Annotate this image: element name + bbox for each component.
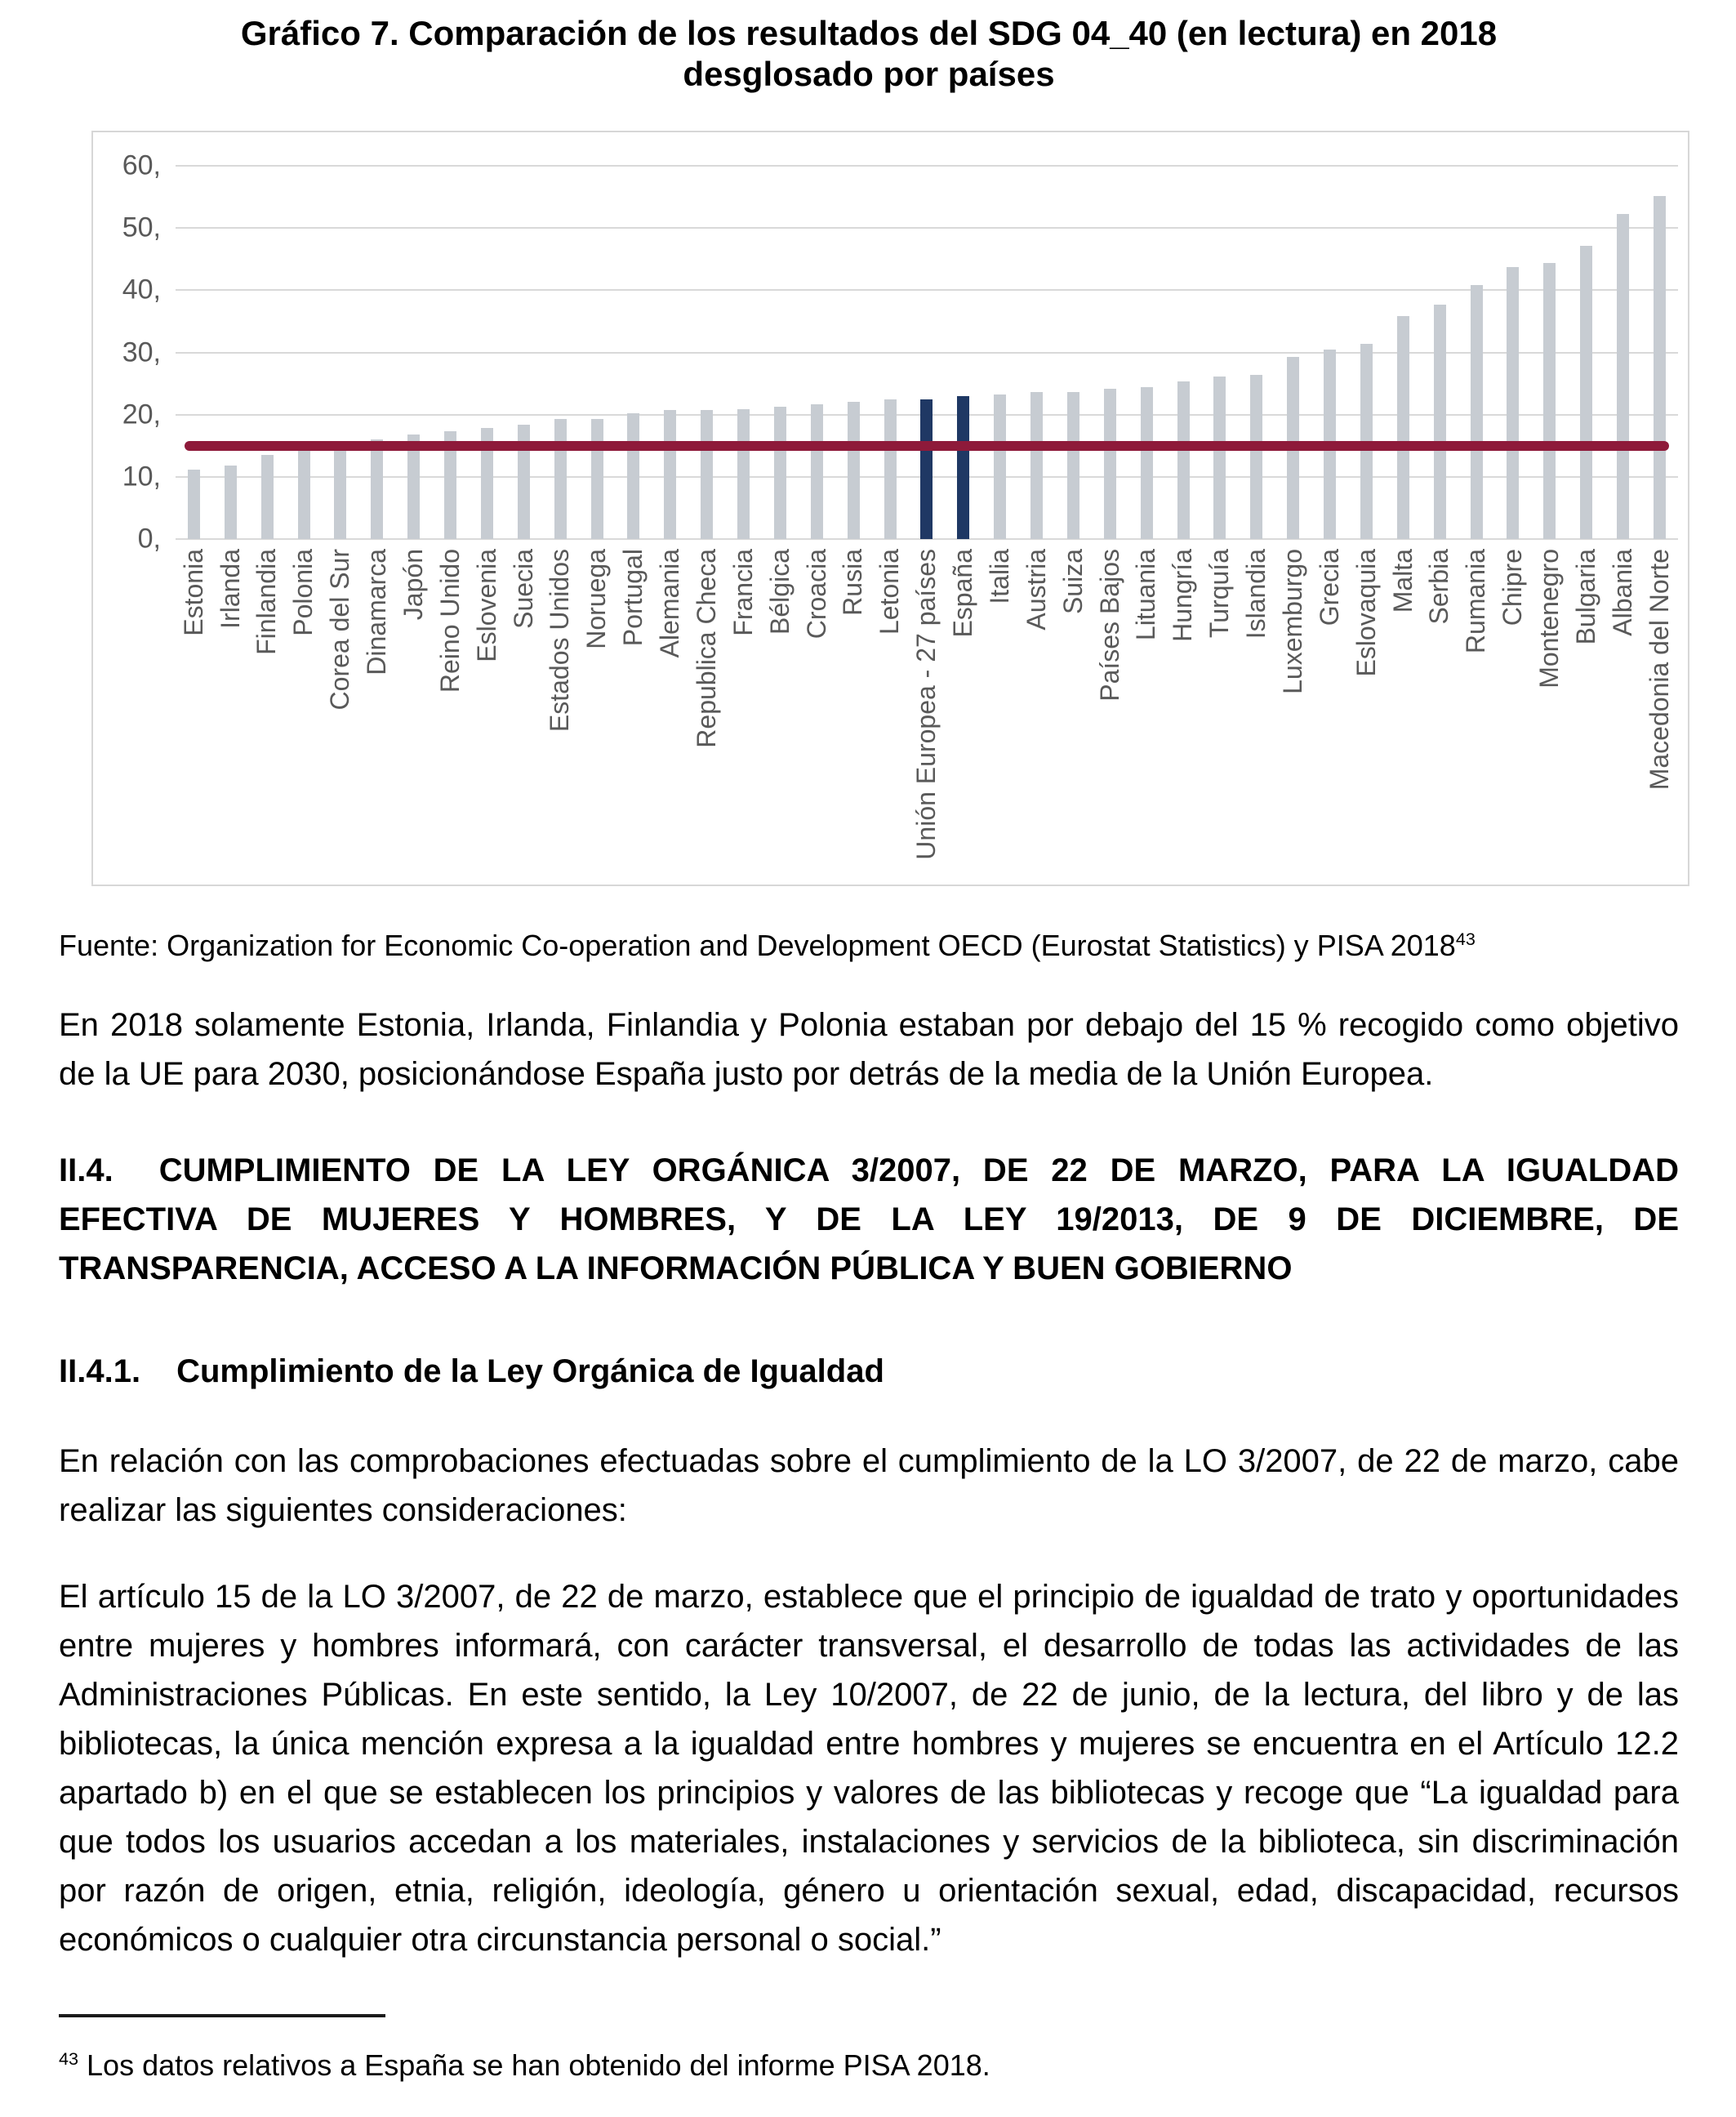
- x-label-area: [1023, 539, 1051, 885]
- x-axis-label: Reino Unido: [434, 549, 465, 693]
- bar: [1104, 389, 1116, 539]
- x-axis-label: Eslovenia: [471, 549, 501, 662]
- bar-area: [1238, 166, 1275, 539]
- x-axis-label: Rumania: [1461, 549, 1491, 654]
- source-text: Fuente: Organization for Economic Co-operation and Development OECD (Eurostat Statistics) y PISA 2018: [59, 929, 1456, 962]
- bar-area: [432, 166, 469, 539]
- bar-area: [616, 166, 652, 539]
- category-column: [1311, 166, 1348, 885]
- footnote-separator-rule: [59, 2014, 385, 2017]
- x-axis-label: Grecia: [1314, 549, 1344, 626]
- x-axis-label: Estados Unidos: [545, 549, 575, 733]
- x-axis-label: Polonia: [288, 549, 318, 636]
- x-label-area: [950, 539, 977, 885]
- bar-area: [945, 166, 982, 539]
- x-axis-label: Lituania: [1131, 549, 1161, 641]
- bar: [1543, 263, 1556, 539]
- x-axis-label: Italia: [984, 549, 1014, 604]
- paragraph-article-15: El artículo 15 de la LO 3/2007, de 22 de marzo, establece que el principio de igualdad de trato y oportunidades entre mujeres y hombres informará, con carácter transversal, el desarrollo de todas las actividades de las Administraciones Públicas. En este sentido, la Ley 10/2007, de 22 de junio, de la lectura, del libro y de las bibliotecas, la única mención expresa a la igualdad entre hombres y mujeres se encuentra en el Artículo 12.2 apartado b) en el que se establecen los principios y valores de las bibliotecas y recoge que “La igualdad para que todos los usuarios accedan a los materiales, instalaciones y servicios de la biblioteca, sin discriminación por razón de origen, etnia, religión, ideología, género u orientación sexual, edad, discapacidad, recursos económicos o cualquier otra circunstancia personal o social.”: [59, 1579, 1679, 1958]
- bar-area: [835, 166, 872, 539]
- x-label-area: [1462, 539, 1490, 885]
- paragraph-considerations: En relación con las comprobaciones efectuadas sobre el cumplimiento de la LO 3/2007, de 22 de marzo, cabe realizar las siguientes consideraciones:: [59, 1443, 1679, 1528]
- x-label-area: [327, 539, 354, 885]
- heading-II-4-text: CUMPLIMIENTO DE LA LEY ORGÁNICA 3/2007, DE 22 DE MARZO, PARA LA IGUALDAD EFECTIVA DE MUJERES Y HOMBRES, Y DE LA LEY 19/2013, DE 9 DE DICIEMBRE, DE TRANSPARENCIA, ACCESO A LA INFORMACIÓN PÚBLICA Y BUEN GOBIERNO: [59, 1152, 1679, 1286]
- category-column: [286, 166, 323, 885]
- x-axis-label: Letonia: [875, 549, 905, 635]
- bar: [1507, 267, 1519, 539]
- heading-II-4: [59, 1146, 1679, 1293]
- bar-area: [505, 166, 542, 539]
- bar-area: [982, 166, 1018, 539]
- bar: [1141, 387, 1153, 539]
- x-label-area: [400, 539, 428, 885]
- category-column: [1641, 166, 1678, 885]
- x-axis-label: Francia: [728, 549, 758, 636]
- bar-area: [1348, 166, 1385, 539]
- bar: [225, 466, 237, 539]
- bar: [1177, 381, 1190, 539]
- footnote-number: 43: [59, 2048, 79, 2069]
- x-label-area: [657, 539, 684, 885]
- bar-area: [1165, 166, 1202, 539]
- bar: [664, 410, 676, 539]
- x-label-area: [180, 539, 208, 885]
- heading-II-4-number: II.4.: [59, 1152, 114, 1188]
- bar-area: [1018, 166, 1055, 539]
- category-column: [835, 166, 872, 885]
- x-label-area: [986, 539, 1014, 885]
- category-column: [872, 166, 909, 885]
- category-column: [616, 166, 652, 885]
- x-axis-label: Suiza: [1057, 549, 1088, 615]
- chart-plot-area: [122, 149, 1678, 860]
- bar: [554, 419, 567, 539]
- x-label-area: [217, 539, 245, 885]
- x-axis-label: Montenegro: [1534, 549, 1565, 689]
- x-axis-label: Hungría: [1168, 549, 1198, 642]
- x-axis-label: Chipre: [1498, 549, 1528, 626]
- bar-area: [323, 166, 359, 539]
- bar: [1471, 285, 1483, 539]
- bar: [1030, 392, 1043, 539]
- x-label-area: [1536, 539, 1564, 885]
- x-label-area: [1057, 539, 1088, 885]
- bar-area: [395, 166, 432, 539]
- bar: [957, 396, 969, 539]
- bar-area: [652, 166, 688, 539]
- x-label-area: [913, 539, 941, 885]
- bar-area: [1092, 166, 1128, 539]
- x-axis-label: Serbia: [1424, 549, 1454, 625]
- bar-area: [1605, 166, 1641, 539]
- x-label-area: [1316, 539, 1344, 885]
- bar: [298, 448, 310, 539]
- x-label-area: [1570, 539, 1600, 885]
- category-column: [176, 166, 212, 885]
- category-column: [1348, 166, 1385, 885]
- category-column: [1128, 166, 1165, 885]
- bar-area: [1458, 166, 1495, 539]
- category-column: [1458, 166, 1495, 885]
- footnote-text-line: [59, 2048, 990, 2083]
- bar-area: [1495, 166, 1532, 539]
- y-axis-tick-label: 0,: [137, 523, 161, 555]
- x-label-area: [434, 539, 465, 885]
- bar-area: [1055, 166, 1092, 539]
- bar: [774, 407, 786, 539]
- x-label-area: [1243, 539, 1271, 885]
- heading-II-4-1-number: II.4.1.: [59, 1353, 141, 1389]
- x-label-area: [471, 539, 501, 885]
- bar: [994, 394, 1006, 539]
- x-axis-label: Turquía: [1204, 549, 1235, 639]
- x-label-area: [1169, 539, 1197, 885]
- bar-area: [1385, 166, 1422, 539]
- bar-area: [909, 166, 946, 539]
- x-label-area: [620, 539, 648, 885]
- y-axis-tick-label: 40,: [122, 274, 161, 305]
- category-column: [982, 166, 1018, 885]
- bar-area: [1311, 166, 1348, 539]
- bar: [627, 413, 639, 539]
- bar: [591, 419, 603, 539]
- category-column: [1018, 166, 1055, 885]
- x-axis-label: Alemania: [655, 549, 685, 658]
- chart-title-line-2: desglosado por países: [683, 55, 1055, 93]
- heading-II-4-1: [59, 1347, 1679, 1396]
- x-label-area: [510, 539, 538, 885]
- x-axis-label: Noruega: [581, 549, 612, 649]
- category-column: [542, 166, 579, 885]
- bar: [920, 399, 933, 539]
- category-column: [909, 166, 946, 885]
- chart-title-line-1: Gráfico 7. Comparación de los resultados del SDG 04_40 (en lectura) en 2018: [240, 14, 1498, 52]
- category-column: [505, 166, 542, 885]
- category-column: [469, 166, 505, 885]
- bar: [737, 409, 750, 539]
- category-column: [1422, 166, 1458, 885]
- bar-area: [1641, 166, 1678, 539]
- source-footnote-ref: 43: [1455, 929, 1476, 949]
- bar: [1580, 246, 1592, 539]
- paragraph-chart-summary: En 2018 solamente Estonia, Irlanda, Finlandia y Polonia estaban por debajo del 15 % recogido como objetivo de la UE para 2030, posicionándose España justo por detrás de la media de la Unión Europea.: [59, 1007, 1679, 1092]
- bar-chart: [91, 131, 1689, 886]
- bar: [371, 439, 383, 539]
- x-axis-label: Japón: [398, 549, 428, 621]
- bar: [1067, 392, 1079, 539]
- bar-area: [799, 166, 835, 539]
- x-label-area: [1426, 539, 1453, 885]
- bar-area: [1531, 166, 1568, 539]
- bar: [1434, 305, 1446, 539]
- x-axis-label: Macedonia del Norte: [1644, 549, 1674, 791]
- y-axis-tick-label: 50,: [122, 212, 161, 243]
- chart-title: [59, 13, 1679, 95]
- bar-area: [1128, 166, 1165, 539]
- x-label-area: [1094, 539, 1124, 885]
- x-axis-label: Dinamarca: [362, 549, 392, 675]
- x-axis-label: Republica Checa: [691, 549, 721, 748]
- x-axis-label: Austria: [1021, 549, 1051, 631]
- bar-area: [176, 166, 212, 539]
- category-column: [395, 166, 432, 885]
- bar-area: [1202, 166, 1239, 539]
- x-label-area: [583, 539, 611, 885]
- bar: [848, 402, 860, 539]
- bar: [1654, 196, 1666, 539]
- bar: [884, 399, 897, 539]
- x-label-area: [1499, 539, 1527, 885]
- category-column: [323, 166, 359, 885]
- footnote: [59, 2014, 990, 2083]
- x-axis-label: Portugal: [618, 549, 648, 647]
- x-label-area: [1387, 539, 1418, 885]
- bar-area: [688, 166, 725, 539]
- x-axis-label: Bélgica: [764, 549, 795, 635]
- y-axis-tick-label: 60,: [122, 149, 161, 181]
- bar-area: [542, 166, 579, 539]
- y-axis-tick-label: 20,: [122, 399, 161, 430]
- source-line: [59, 929, 1679, 963]
- x-axis-label: Estonia: [178, 549, 208, 636]
- bar: [1397, 316, 1409, 539]
- x-label-area: [1353, 539, 1381, 885]
- bar-area: [358, 166, 395, 539]
- x-axis-label: Eslovaquia: [1351, 549, 1381, 677]
- bar-area: [1568, 166, 1605, 539]
- category-column: [1092, 166, 1128, 885]
- x-axis-label: Luxemburgo: [1277, 549, 1307, 694]
- category-column: [688, 166, 725, 885]
- category-column: [799, 166, 835, 885]
- x-label-area: [764, 539, 795, 885]
- bar-area: [579, 166, 616, 539]
- bar-area: [286, 166, 323, 539]
- category-column: [1495, 166, 1532, 885]
- x-label-area: [363, 539, 391, 885]
- bar: [334, 445, 346, 539]
- x-axis-label: Rusia: [838, 549, 868, 616]
- category-column: [1275, 166, 1311, 885]
- bar-area: [469, 166, 505, 539]
- category-column: [1385, 166, 1422, 885]
- x-label-area: [1646, 539, 1674, 885]
- x-axis-label: Unión Europea - 27 países: [911, 549, 941, 860]
- category-column: [432, 166, 469, 885]
- category-column: [1605, 166, 1641, 885]
- category-column: [725, 166, 762, 885]
- x-axis-label: Islandia: [1241, 549, 1271, 640]
- x-axis-label: Suecia: [508, 549, 538, 629]
- category-column: [652, 166, 688, 885]
- bar: [701, 410, 713, 539]
- category-column: [249, 166, 286, 885]
- category-column: [1055, 166, 1092, 885]
- bar-area: [1275, 166, 1311, 539]
- bars-row: [176, 166, 1678, 885]
- x-axis-label: Malta: [1387, 549, 1418, 613]
- x-axis-label: Croacia: [801, 549, 831, 640]
- target-line: [185, 441, 1668, 451]
- bar-area: [762, 166, 799, 539]
- bar-area: [212, 166, 249, 539]
- x-axis-label: Países Bajos: [1094, 549, 1124, 702]
- x-axis-label: Corea del Sur: [325, 549, 355, 711]
- bar-area: [725, 166, 762, 539]
- x-label-area: [1133, 539, 1160, 885]
- x-label-area: [1206, 539, 1234, 885]
- bar: [1250, 375, 1262, 539]
- y-axis-tick-label: 30,: [122, 336, 161, 368]
- bar-area: [249, 166, 286, 539]
- category-column: [1238, 166, 1275, 885]
- category-column: [762, 166, 799, 885]
- category-column: [1531, 166, 1568, 885]
- x-axis-label: Irlanda: [215, 549, 245, 629]
- heading-II-4-1-text: Cumplimiento de la Ley Orgánica de Igualdad: [176, 1353, 884, 1389]
- bar: [1617, 214, 1629, 539]
- x-label-area: [1277, 539, 1307, 885]
- bar: [1213, 377, 1226, 539]
- x-axis-label: España: [948, 549, 978, 638]
- x-label-area: [730, 539, 758, 885]
- category-column: [1568, 166, 1605, 885]
- bar: [811, 404, 823, 539]
- category-column: [945, 166, 982, 885]
- x-axis-label: Albania: [1607, 549, 1637, 636]
- x-label-area: [253, 539, 281, 885]
- x-label-area: [839, 539, 867, 885]
- x-label-area: [693, 539, 721, 885]
- category-column: [1165, 166, 1202, 885]
- category-column: [1202, 166, 1239, 885]
- x-label-area: [546, 539, 574, 885]
- y-axis-tick-label: 10,: [122, 461, 161, 492]
- x-axis-label: Bulgaria: [1570, 549, 1600, 645]
- footnote-text: Los datos relativos a España se han obtenido del informe PISA 2018.: [78, 2048, 990, 2082]
- x-label-area: [290, 539, 318, 885]
- x-label-area: [1609, 539, 1637, 885]
- bar-area: [872, 166, 909, 539]
- category-column: [212, 166, 249, 885]
- bar-area: [1422, 166, 1458, 539]
- x-label-area: [803, 539, 831, 885]
- category-column: [579, 166, 616, 885]
- x-label-area: [876, 539, 904, 885]
- x-axis-label: Finlandia: [251, 549, 282, 655]
- category-column: [358, 166, 395, 885]
- bar: [188, 470, 200, 539]
- bar: [261, 455, 274, 539]
